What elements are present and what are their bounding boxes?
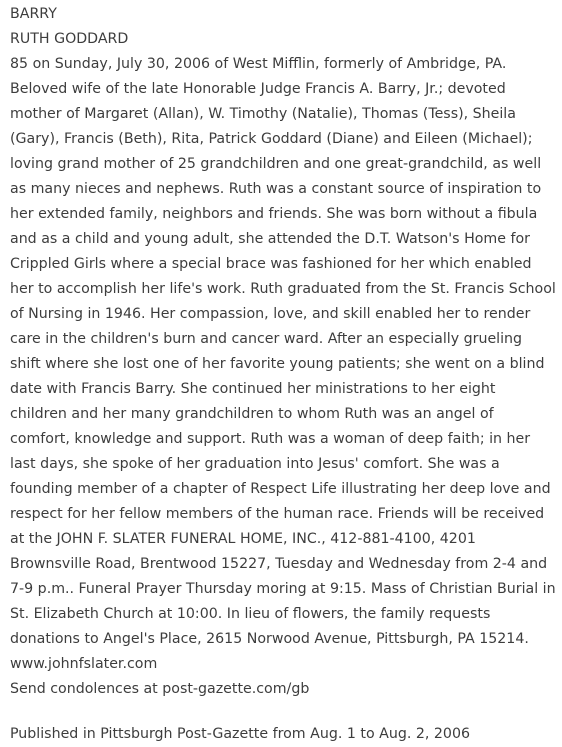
funeral-home-website-link[interactable]: www.johnfslater.com [10, 656, 158, 672]
publication-notice: Published in Pittsburgh Post-Gazette from Aug. 1 to Aug. 2, 2006 [10, 726, 471, 742]
condolences-link[interactable]: Send condolences at post-gazette.com/gb [10, 681, 310, 697]
obituary-body: 85 on Sunday, July 30, 2006 of West Mifflin, formerly of Ambridge, PA. Beloved wife of the late Honorable Judge Francis A. Barry, Jr.; devoted mother of Margaret (Allan), W. Timothy (Natalie), Thomas (Tess), Sheila (Gary), Francis (Beth), Rita, Patrick Goddard (Diane) and Eileen (Michael); loving grand mother of 25 grandchildren and one great-grandchild, as well as many nieces and nephews. Ruth was a constant source of inspiration to her extended family, neighbors and friends. She was born without a fibula and as a child and young adult, she attended the D.T. Watson's Home for Crippled Girls where a special brace was fashioned for her which enabled her to accomplish her life's work. Ruth graduated from the St. Francis School of Nursing in 1946. Her compassion, love, and skill enabled her to render care in the children's burn and cancer ward. After an especially grueling shift where she lost one of her favorite young patients; she went on a blind date with Francis Barry. She continued her ministrations to her eight children and her many grandchildren to whom Ruth was an angel of comfort, knowledge and support. Ruth was a woman of deep faith; in her last days, she spoke of her graduation into Jesus' comfort. She was a founding member of a chapter of Respect Life illustrating her deep love and respect for her fellow members of the human race. Friends will be received at the JOHN F. SLATER FUNERAL HOME, INC., 412-881-4100, 4201 Brownsville Road, Brentwood 15227, Tuesday and Wednesday from 2-4 and 7-9 p.m.. Funeral Prayer Thursday moring at 9:15. Mass of Christian Burial in St. Elizabeth Church at 10:00. In lieu of flowers, the family requests donations to Angel's Place, 2615 Norwood Avenue, Pittsburgh, PA 15214. [10, 56, 556, 647]
obituary-full-name: RUTH GODDARD [10, 31, 129, 47]
obituary-surname: BARRY [10, 6, 57, 22]
